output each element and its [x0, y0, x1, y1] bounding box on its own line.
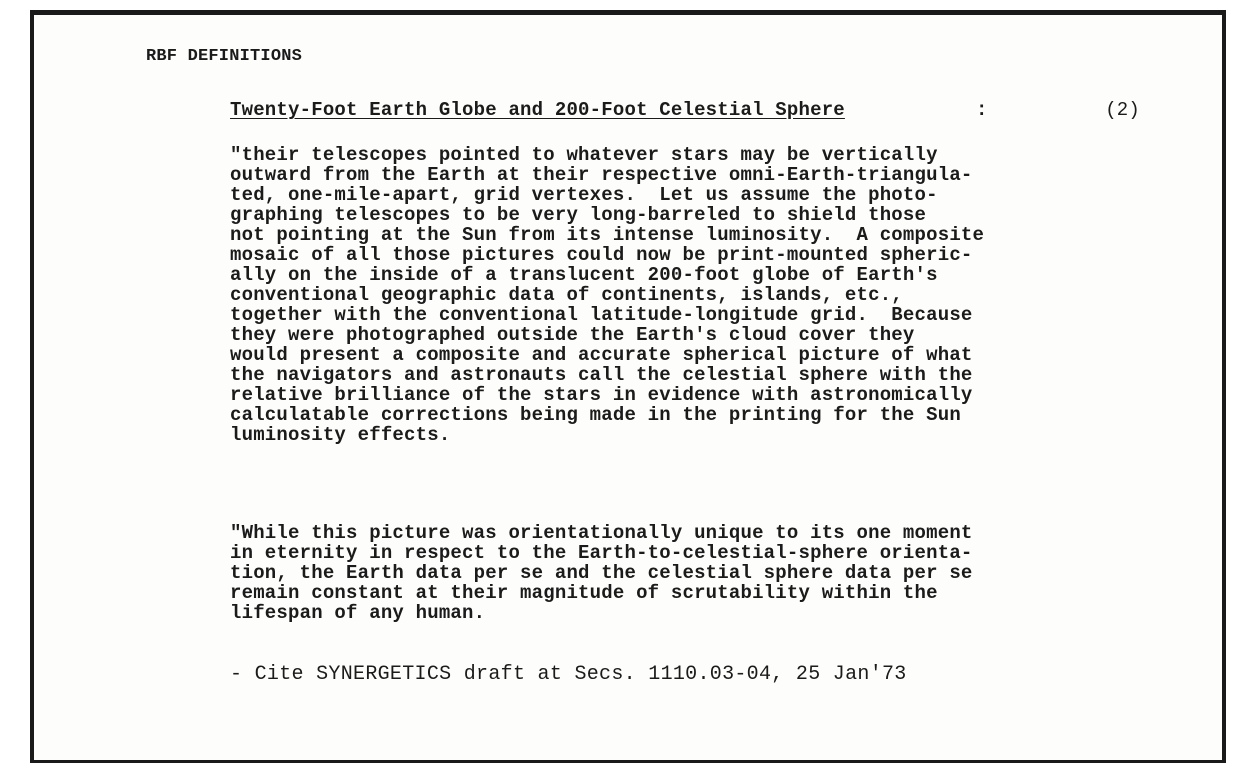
text-line: relative brilliance of the stars in evidence with astronomically: [230, 384, 973, 406]
text-line: not pointing at the Sun from its intense luminosity. A composite: [230, 224, 985, 246]
text-line: the navigators and astronauts call the celestial sphere with the: [230, 364, 973, 386]
text-line: graphing telescopes to be very long-barreled to shield those: [230, 204, 927, 226]
text-line: calculatable corrections being made in the printing for the Sun: [230, 404, 961, 426]
text-line: mosaic of all those pictures could now be print-mounted spheric-: [230, 244, 973, 266]
text-line: would present a composite and accurate spherical picture of what: [230, 344, 973, 366]
text-line: lifespan of any human.: [230, 602, 486, 624]
document-header: RBF DEFINITIONS: [146, 47, 303, 66]
text-line: "their telescopes pointed to whatever stars may be vertically: [230, 144, 938, 166]
section-title-colon: :: [976, 99, 988, 121]
citation: - Cite SYNERGETICS draft at Secs. 1110.03-04, 25 Jan'73: [230, 663, 907, 686]
text-line: luminosity effects.: [230, 424, 451, 446]
text-line: together with the conventional latitude-longitude grid. Because: [230, 304, 973, 326]
section-title: Twenty-Foot Earth Globe and 200-Foot Celestial Sphere: [230, 99, 845, 121]
text-line: conventional geographic data of continents, islands, etc.,: [230, 284, 903, 306]
section-heading: [230, 99, 1140, 123]
text-line: remain constant at their magnitude of scrutability within the: [230, 582, 938, 604]
text-line: outward from the Earth at their respective omni-Earth-triangula-: [230, 164, 973, 186]
text-line: ally on the inside of a translucent 200-foot globe of Earth's: [230, 264, 938, 286]
quote-paragraph-2: [230, 523, 1150, 623]
text-line: in eternity in respect to the Earth-to-celestial-sphere orienta-: [230, 542, 973, 564]
page-number: (2): [1105, 99, 1140, 121]
text-line: ted, one-mile-apart, grid vertexes. Let us assume the photo-: [230, 184, 938, 206]
quote-paragraph-1: [230, 145, 1150, 445]
text-line: tion, the Earth data per se and the celestial sphere data per se: [230, 562, 973, 584]
text-line: "While this picture was orientationally unique to its one moment: [230, 522, 973, 544]
text-line: they were photographed outside the Earth's cloud cover they: [230, 324, 915, 346]
